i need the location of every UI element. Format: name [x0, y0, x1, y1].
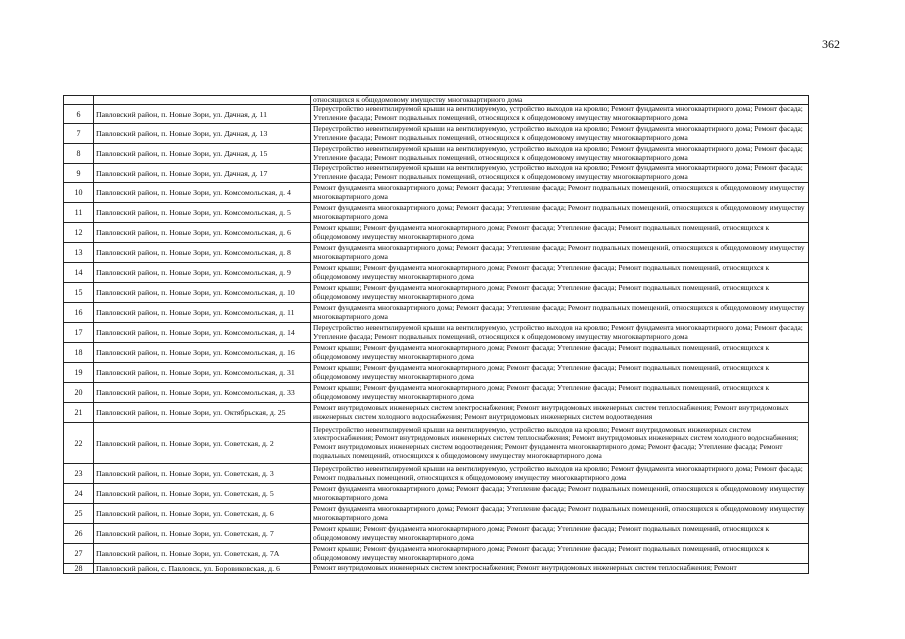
- row-works-text: Ремонт крыши; Ремонт фундамента многоквартирного дома; Ремонт фасада; Утепление фасада; Ремонт подвальных помещений, относящихся к общедомовому имуществу многоквартирного дома: [313, 283, 770, 301]
- row-number-text: 27: [74, 549, 83, 558]
- row-works: [311, 124, 809, 144]
- row-works: [311, 343, 809, 363]
- table-row: [64, 403, 809, 423]
- row-works: [311, 183, 809, 203]
- row-address-text: Павловский район, п. Новые Зори, ул. Октябрьская, д. 25: [96, 408, 286, 417]
- row-number: [64, 183, 94, 203]
- row-works-text: относящихся к общедомовому имуществу многоквартирного дома: [313, 96, 523, 104]
- row-number: [64, 544, 94, 564]
- row-works-text: Ремонт крыши; Ремонт фундамента многоквартирного дома; Ремонт фасада; Утепление фасада; Ремонт подвальных помещений, относящихся к общедомовому имуществу многоквартирного дома: [313, 343, 770, 361]
- row-number-text: 26: [74, 529, 83, 538]
- row-number: [64, 464, 94, 484]
- row-works: [311, 203, 809, 223]
- table-row: [64, 243, 809, 263]
- row-works-text: Ремонт внутридомовых инженерных систем электроснабжения; Ремонт внутридомовых инженерных систем теплоснабжения; Ремонт: [313, 564, 737, 573]
- page-number: 362: [822, 37, 840, 51]
- row-address: [94, 124, 311, 144]
- repair-register-table: [63, 95, 809, 574]
- row-address-text: Павловский район, п. Новые Зори, ул. Советская, д. 3: [96, 469, 274, 478]
- row-works-text: Ремонт фундамента многоквартирного дома; Ремонт фасада; Утепление фасада; Ремонт подвальных помещений, относящихся к общедомовому имуществу многоквартирного дома: [313, 183, 805, 201]
- row-address: [94, 96, 311, 105]
- row-number-text: 17: [74, 328, 83, 337]
- table-row: [64, 524, 809, 544]
- row-works-text: Ремонт фундамента многоквартирного дома; Ремонт фасада; Утепление фасада; Ремонт подвальных помещений, относящихся к общедомовому имуществу многоквартирного дома: [313, 484, 805, 502]
- row-works-text: Переустройство невентилируемой крыши на вентилируемую, устройство выходов на кровлю; Ремонт фундамента многоквартирного дома; Ремонт фасада; Ремонт подвальных помещений, относящихся к общедомовому имуществу многоквартирного дома: [313, 464, 803, 482]
- row-address: [94, 564, 311, 574]
- row-address: [94, 144, 311, 164]
- row-number-text: 9: [76, 168, 81, 178]
- row-number: [64, 484, 94, 504]
- row-address-text: Павловский район, п. Новые Зори, ул. Комсомольская, д. 31: [96, 368, 295, 377]
- row-number: [64, 124, 94, 144]
- row-works: [311, 223, 809, 243]
- row-works-text: Ремонт фундамента многоквартирного дома; Ремонт фасада; Утепление фасада; Ремонт подвальных помещений, относящихся к общедомовому имуществу многоквартирного дома: [313, 243, 805, 261]
- row-works: [311, 403, 809, 423]
- row-address: [94, 544, 311, 564]
- row-works: [311, 524, 809, 544]
- row-number-text: 21: [74, 408, 83, 417]
- table-row: [64, 144, 809, 164]
- row-number: [64, 363, 94, 383]
- row-works-text: Ремонт фундамента многоквартирного дома; Ремонт фасада; Утепление фасада; Ремонт подвальных помещений, относящихся к общедомовому имуществу многоквартирного дома: [313, 504, 805, 522]
- row-address: [94, 223, 311, 243]
- row-number: [64, 263, 94, 283]
- row-number: [64, 144, 94, 164]
- table-row: [64, 303, 809, 323]
- table-row: [64, 484, 809, 504]
- row-number: [64, 323, 94, 343]
- row-works: [311, 423, 809, 464]
- row-address: [94, 524, 311, 544]
- row-works-text: Ремонт фундамента многоквартирного дома; Ремонт фасада; Утепление фасада; Ремонт подвальных помещений, относящихся к общедомовому имуществу многоквартирного дома: [313, 203, 805, 221]
- row-works: [311, 283, 809, 303]
- row-number: [64, 283, 94, 303]
- row-works: [311, 323, 809, 343]
- row-works: [311, 564, 809, 574]
- row-works: [311, 504, 809, 524]
- row-number: [64, 96, 94, 105]
- row-number: [64, 524, 94, 544]
- row-address-text: Павловский район, п. Новые Зори, ул. Советская, д. 2: [96, 438, 274, 448]
- row-works-text: Переустройство невентилируемой крыши на вентилируемую, устройство выходов на кровлю; Ремонт фундамента многоквартирного дома; Ремонт фасада; Утепление фасада; Ремонт подвальных помещений, относящихся к общедомовому имуществу многоквартирного дома: [313, 164, 803, 181]
- row-address: [94, 343, 311, 363]
- row-number: [64, 423, 94, 464]
- row-works: [311, 144, 809, 164]
- row-address: [94, 164, 311, 183]
- row-address: [94, 464, 311, 484]
- row-works: [311, 263, 809, 283]
- row-address-text: Павловский район, п. Новые Зори, ул. Комсомольская, д. 4: [96, 188, 291, 197]
- row-number-text: 20: [74, 388, 83, 397]
- row-address: [94, 303, 311, 323]
- table-row: [64, 164, 809, 183]
- row-number-text: 22: [74, 438, 83, 448]
- row-address-text: Павловский район, п. Новые Зори, ул. Советская, д. 7А: [96, 549, 280, 558]
- row-number-text: 10: [74, 188, 83, 197]
- table-row: [64, 504, 809, 524]
- row-address: [94, 403, 311, 423]
- row-number: [64, 564, 94, 574]
- row-works: [311, 96, 809, 105]
- table-row: [64, 105, 809, 124]
- row-address-text: Павловский район, п. Новые Зори, ул. Комсомольская, д. 10: [96, 288, 295, 297]
- row-address-text: Павловский район, п. Новые Зори, ул. Комсомольская, д. 11: [96, 308, 295, 317]
- row-address-text: Павловский район, п. Новые Зори, ул. Советская, д. 6: [96, 509, 274, 518]
- row-works: [311, 383, 809, 403]
- row-address-text: Павловский район, п. Новые Зори, ул. Комсомольская, д. 5: [96, 208, 291, 217]
- row-address-text: Павловский район, п. Новые Зори, ул. Советская, д. 7: [96, 529, 274, 538]
- row-address: [94, 263, 311, 283]
- row-number-text: 23: [74, 469, 83, 478]
- row-address: [94, 105, 311, 124]
- row-number-text: 14: [74, 268, 83, 277]
- row-address: [94, 243, 311, 263]
- row-number-text: 13: [74, 248, 83, 257]
- row-number: [64, 343, 94, 363]
- row-number-text: 15: [74, 288, 83, 297]
- row-number-text: 18: [74, 348, 83, 357]
- table-row: [64, 363, 809, 383]
- row-works: [311, 105, 809, 124]
- row-address: [94, 283, 311, 303]
- row-works-text: Ремонт крыши; Ремонт фундамента многоквартирного дома; Ремонт фасада; Утепление фасада; Ремонт подвальных помещений, относящихся к общедомовому имуществу многоквартирного дома: [313, 383, 770, 401]
- row-works-text: Переустройство невентилируемой крыши на вентилируемую, устройство выходов на кровлю; Ремонт фундамента многоквартирного дома; Ремонт фасада; Утепление фасада; Ремонт подвальных помещений, относящихся к общедомовому имуществу многоквартирного дома: [313, 144, 803, 162]
- row-number-text: 16: [74, 308, 83, 317]
- row-works: [311, 363, 809, 383]
- row-works: [311, 243, 809, 263]
- register-body: [64, 96, 809, 574]
- row-works-text: Переустройство невентилируемой крыши на вентилируемую, устройство выходов на кровлю; Ремонт фундамента многоквартирного дома; Ремонт фасада; Утепление фасада; Ремонт подвальных помещений, относящихся к общедомовому имуществу многоквартирного дома: [313, 323, 803, 341]
- row-address: [94, 423, 311, 464]
- table-row: [64, 223, 809, 243]
- table-row: [64, 183, 809, 203]
- row-number: [64, 383, 94, 403]
- row-number: [64, 105, 94, 124]
- row-works: [311, 484, 809, 504]
- row-address-text: Павловский район, п. Новые Зори, ул. Дачная, д. 13: [96, 129, 268, 138]
- row-number: [64, 403, 94, 423]
- row-address-text: Павловский район, п. Новые Зори, ул. Комсомольская, д. 9: [96, 268, 291, 277]
- row-works-text: Ремонт фундамента многоквартирного дома; Ремонт фасада; Утепление фасада; Ремонт подвальных помещений, относящихся к общедомовому имуществу многоквартирного дома: [313, 303, 805, 321]
- row-address-text: Павловский район, п. Новые Зори, ул. Комсомольская, д. 14: [96, 328, 295, 337]
- row-number: [64, 504, 94, 524]
- table-row: [64, 124, 809, 144]
- row-number: [64, 303, 94, 323]
- row-works-text: Ремонт крыши; Ремонт фундамента многоквартирного дома; Ремонт фасада; Утепление фасада; Ремонт подвальных помещений, относящихся к общедомовому имуществу многоквартирного дома: [313, 544, 770, 562]
- table-row: [64, 464, 809, 484]
- table-row: [64, 383, 809, 403]
- table-row: [64, 564, 809, 574]
- row-number-text: 8: [76, 149, 81, 158]
- row-works-text: Переустройство невентилируемой крыши на вентилируемую, устройство выходов на кровлю; Ремонт фундамента многоквартирного дома; Ремонт фасада; Утепление фасада; Ремонт подвальных помещений, относящихся к общедомовому имуществу многоквартирного дома: [313, 105, 803, 122]
- row-address: [94, 504, 311, 524]
- row-address-text: Павловский район, п. Новые Зори, ул. Комсомольская, д. 6: [96, 228, 291, 237]
- row-number-text: 24: [74, 489, 83, 498]
- table-row: [64, 263, 809, 283]
- row-address-text: Павловский район, п. Новые Зори, ул. Дачная, д. 11: [96, 109, 268, 119]
- row-address-text: Павловский район, п. Новые Зори, ул. Дачная, д. 17: [96, 168, 268, 178]
- row-works-text: Переустройство невентилируемой крыши на вентилируемую, устройство выходов на кровлю; Ремонт фундамента многоквартирного дома; Ремонт фасада; Утепление фасада; Ремонт подвальных помещений, относящихся к общедомовому имуществу многоквартирного дома: [313, 124, 803, 142]
- row-number: [64, 243, 94, 263]
- row-works: [311, 164, 809, 183]
- row-works-text: Ремонт крыши; Ремонт фундамента многоквартирного дома; Ремонт фасада; Утепление фасада; Ремонт подвальных помещений, относящихся к общедомовому имуществу многоквартирного дома: [313, 263, 770, 281]
- row-works: [311, 464, 809, 484]
- row-address: [94, 323, 311, 343]
- row-number-text: 7: [76, 129, 81, 138]
- row-address-text: Павловский район, с. Павловск, ул. Боровиковская, д. 6: [96, 564, 280, 573]
- row-address: [94, 484, 311, 504]
- row-number: [64, 203, 94, 223]
- row-address: [94, 363, 311, 383]
- row-works-text: Ремонт крыши; Ремонт фундамента многоквартирного дома; Ремонт фасада; Утепление фасада; Ремонт подвальных помещений, относящихся к общедомовому имуществу многоквартирного дома: [313, 524, 770, 542]
- table-row: [64, 343, 809, 363]
- row-address-text: Павловский район, п. Новые Зори, ул. Комсомольская, д. 8: [96, 248, 291, 257]
- table-row: [64, 323, 809, 343]
- table-row: [64, 96, 809, 105]
- row-number: [64, 223, 94, 243]
- row-number: [64, 164, 94, 183]
- row-number-text: 25: [74, 509, 83, 518]
- table-row: [64, 283, 809, 303]
- row-works-text: Переустройство невентилируемой крыши на вентилируемую, устройство выходов на кровлю; Ремонт внутридомовых инженерных систем электроснабжения; Ремонт внутридомовых инженерных систем теплоснабжения; Ремонт внутридомовых инженерных систем холодного водоснабжения; Ремонт внутридомовых инженерных систем водоотведения; Ремонт фундамента многоквартирного дома; Ремонт фасада; Утепление фасада; Ремонт подвальных помещений, относящихся к общедомовому имуществу многоквартирного дома: [313, 425, 799, 460]
- row-address: [94, 183, 311, 203]
- row-works-text: Ремонт внутридомовых инженерных систем электроснабжения; Ремонт внутридомовых инженерных систем теплоснабжения; Ремонт внутридомовых инженерных систем холодного водоснабжения; Ремонт внутридомовых инженерных систем водоотведения: [313, 403, 789, 421]
- row-works-text: Ремонт крыши; Ремонт фундамента многоквартирного дома; Ремонт фасада; Утепление фасада; Ремонт подвальных помещений, относящихся к общедомовому имуществу многоквартирного дома: [313, 223, 770, 241]
- row-works: [311, 544, 809, 564]
- row-number-text: 11: [74, 208, 83, 217]
- row-address-text: Павловский район, п. Новые Зори, ул. Советская, д. 5: [96, 489, 274, 498]
- table-row: [64, 544, 809, 564]
- row-number-text: 12: [74, 228, 83, 237]
- row-number-text: 19: [74, 368, 83, 377]
- row-address-text: Павловский район, п. Новые Зори, ул. Дачная, д. 15: [96, 149, 268, 158]
- table-row: [64, 423, 809, 464]
- row-works: [311, 303, 809, 323]
- row-works-text: Ремонт крыши; Ремонт фундамента многоквартирного дома; Ремонт фасада; Утепление фасада; Ремонт подвальных помещений, относящихся к общедомовому имуществу многоквартирного дома: [313, 363, 770, 381]
- row-number-text: 28: [74, 564, 83, 573]
- row-address-text: Павловский район, п. Новые Зори, ул. Комсомольская, д. 33: [96, 388, 295, 397]
- row-address-text: Павловский район, п. Новые Зори, ул. Комсомольская, д. 16: [96, 348, 295, 357]
- row-address: [94, 383, 311, 403]
- row-address: [94, 203, 311, 223]
- row-number-text: 6: [76, 109, 81, 119]
- table-row: [64, 203, 809, 223]
